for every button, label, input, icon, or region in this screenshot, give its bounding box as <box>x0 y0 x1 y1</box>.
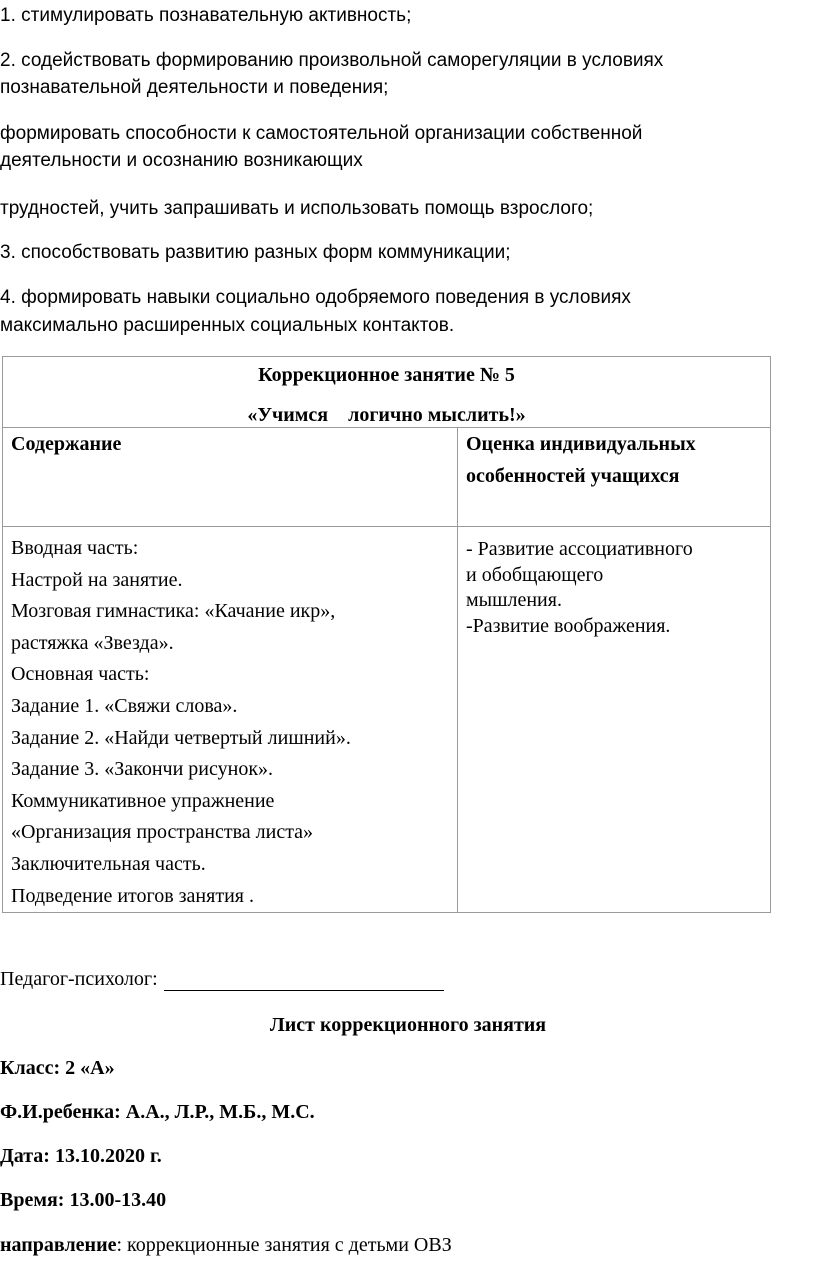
lesson-table <box>2 356 771 913</box>
child-line: Ф.И.ребенка: А.А., Л.Р., М.Б., М.С. <box>0 1101 315 1123</box>
goal-line-4: 4. формировать навыки социально одобряемого поведения в условиях <box>0 287 631 308</box>
signature-label: Педагог-психолог: <box>0 968 158 990</box>
content-line: Вводная часть: <box>11 537 139 559</box>
signature-row <box>0 968 444 991</box>
lesson-subtitle: «Учимся логично мыслить!» <box>247 404 526 426</box>
goal-line-extra-cont: деятельности и осознанию возникающих <box>0 150 363 171</box>
goal-line-2-cont: познавательной деятельности и поведения; <box>0 77 389 98</box>
goal-line-extra: формировать способности к самостоятельной организации собственной <box>0 123 643 144</box>
date-line: Дата: 13.10.2020 г. <box>0 1145 162 1167</box>
goal-line-extra-cont2: трудностей, учить запрашивать и использовать помощь взрослого; <box>0 198 594 219</box>
column-header-content <box>3 428 458 527</box>
assessment-line: -Развитие воображения. <box>466 614 671 637</box>
direction-line <box>0 1234 452 1257</box>
column-header-assessment-line-1: Оценка индивидуальных <box>466 433 696 455</box>
assessment-line: мышления. <box>466 589 562 611</box>
content-line: «Организация пространства листа» <box>11 821 314 844</box>
content-line: Задание 1. «Свяжи слова». <box>11 694 238 717</box>
direction-value: : коррекционные занятия с детьми ОВЗ <box>116 1234 452 1256</box>
content-line: Подведение итогов занятия . <box>11 884 254 907</box>
assessment-line: и обобщающего <box>466 563 604 586</box>
lesson-title-cell <box>3 357 771 428</box>
goal-line-2: 2. содействовать формированию произвольной саморегуляции в условиях <box>0 50 664 71</box>
column-header-content-label: Содержание <box>11 433 122 455</box>
assessment-line: - Развитие ассоциативного <box>466 538 693 560</box>
content-line: Настрой на занятие. <box>11 568 183 591</box>
content-line: Основная часть: <box>11 663 150 686</box>
goal-line-1: 1. стимулировать познавательную активность; <box>0 5 412 26</box>
goal-line-4-cont: максимально расширенных социальных контактов. <box>0 315 455 336</box>
lesson-content-cell <box>3 527 458 913</box>
column-header-assessment-line-2: особенностей учащихся <box>466 465 680 487</box>
content-line: Задание 3. «Закончи рисунок». <box>11 758 274 781</box>
goal-line-3: 3. способствовать развитию разных форм коммуникации; <box>0 242 511 263</box>
class-line: Класс: 2 «А» <box>0 1057 115 1079</box>
sheet-title: Лист коррекционного занятия <box>269 1014 547 1036</box>
content-line: Заключительная часть. <box>11 852 206 875</box>
content-line: растяжка «Звезда». <box>11 631 174 654</box>
column-header-assessment <box>458 428 771 527</box>
content-line: Мозговая гимнастика: «Качание икр», <box>11 600 336 623</box>
content-line: Задание 2. «Найди четвертый лишний». <box>11 726 351 749</box>
signature-line <box>164 970 444 991</box>
assessment-cell <box>458 527 771 913</box>
content-line: Коммуникативное упражнение <box>11 789 275 812</box>
time-line: Время: 13.00-13.40 <box>0 1189 167 1211</box>
lesson-title: Коррекционное занятие № 5 <box>258 364 515 386</box>
direction-label: направление <box>0 1234 117 1256</box>
